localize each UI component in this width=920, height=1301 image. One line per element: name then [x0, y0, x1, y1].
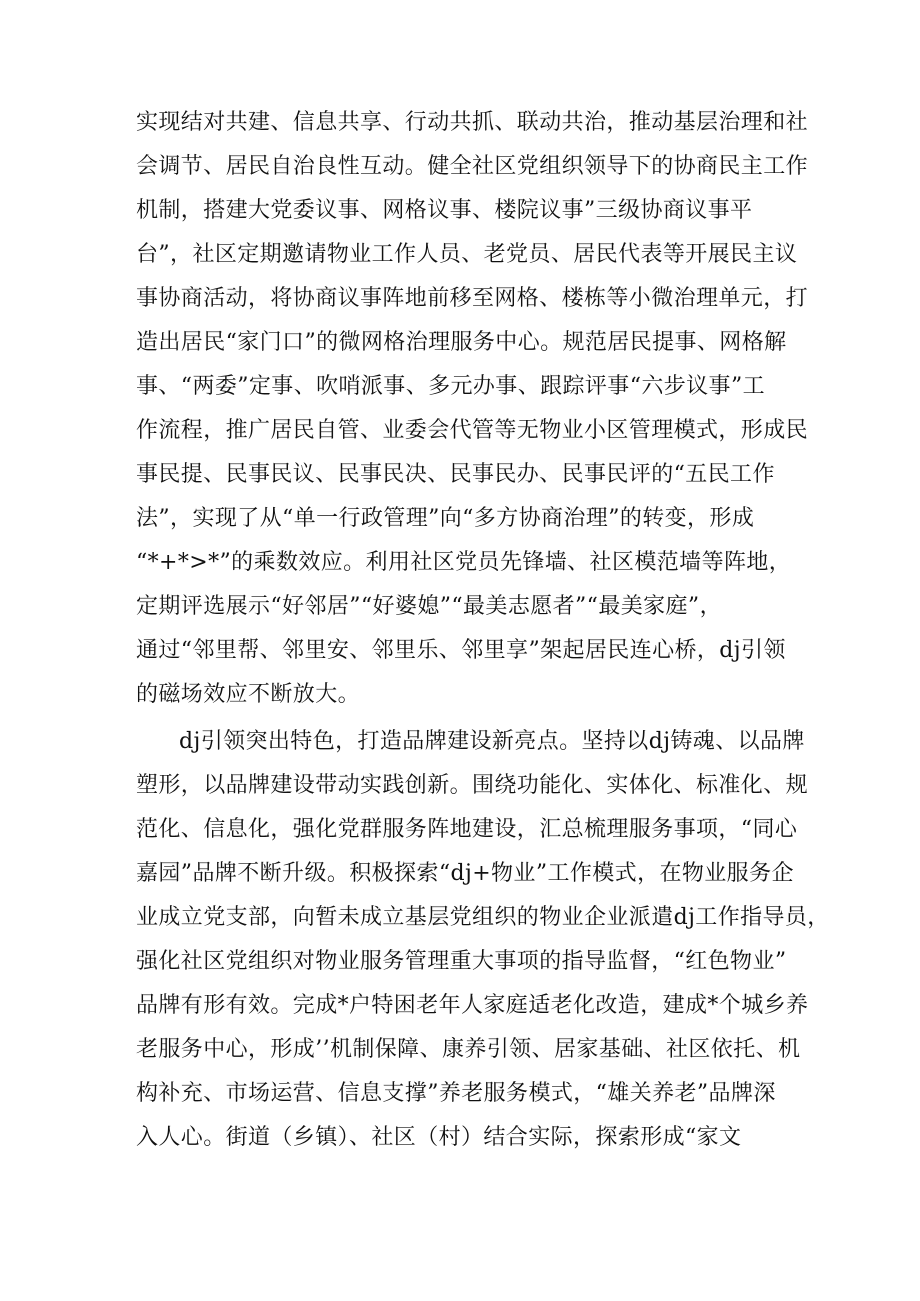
paragraph-2-line-5: 业成立党支部，向暂未成立基层党组织的物业企业派遣dj工作指导员，: [136, 905, 830, 930]
paragraph-2-line-8: 老服务中心，形成’’机制保障、康养引领、居家基础、社区依托、机: [136, 1037, 801, 1062]
paragraph-2-line-4: 嘉园”品牌不断升级。积极探索“dj+物业”工作模式，在物业服务企: [136, 861, 794, 886]
paragraph-2-line-2: 塑形，以品牌建设带动实践创新。围绕功能化、实体化、标准化、规: [136, 773, 809, 798]
paragraph-1-line-4: 台”，社区定期邀请物业工作人员、老党员、居民代表等开展民主议: [136, 242, 798, 267]
paragraph-1-line-6: 造出居民“家门口”的微网格治理服务中心。规范居民提事、网格解: [136, 330, 787, 355]
paragraph-1-line-7: 事、“两委”定事、吹哨派事、多元办事、跟踪评事“六步议事”工: [136, 374, 765, 399]
paragraph-1-line-10: 法”，实现了从“单一行政管理”向“多方协商治理”的转变，形成: [136, 506, 755, 531]
paragraph-1-line-2: 会调节、居民自治良性互动。健全社区党组织领导下的协商民主工作: [136, 154, 809, 179]
paragraph-2-line-6: 强化社区党组织对物业服务管理重大事项的指导监督，“红色物业”: [136, 949, 787, 974]
paragraph-1-line-12: 定期评选展示“好邻居”“好婆媳”“最美志愿者”“最美家庭”，: [136, 594, 722, 619]
paragraph-1-line-14: 的磁场效应不断放大。: [136, 682, 361, 707]
paragraph-1-line-8: 作流程，推广居民自管、业委会代管等无物业小区管理模式，形成民: [136, 418, 809, 443]
paragraph-2-line-7: 品牌有形有效。完成*户特困老年人家庭适老化改造，建成*个城乡养: [136, 993, 809, 1018]
paragraph-2-line-10: 入人心。街道（乡镇）、社区（村）结合实际，探索形成“家文: [136, 1125, 742, 1150]
paragraph-1-line-5: 事协商活动，将协商议事阵地前移至网格、楼栋等小微治理单元，打: [136, 286, 809, 311]
paragraph-1-line-13: 通过“邻里帮、邻里安、邻里乐、邻里享”架起居民连心桥，dj引领: [136, 638, 786, 663]
paragraph-1-line-3: 机制，搭建大党委议事、网格议事、楼院议事”三级协商议事平: [136, 198, 753, 223]
paragraph-1-line-9: 事民提、民事民议、民事民决、民事民办、民事民评的“五民工作: [136, 462, 775, 487]
paragraph-2-line-3: 范化、信息化，强化党群服务阵地建设，汇总梳理服务事项，“同心: [136, 817, 798, 842]
paragraph-1-line-11: “*+*>*”的乘数效应。利用社区党员先锋墙、社区模范墙等阵地，: [136, 550, 792, 575]
paragraph-2-line-9: 构补充、市场运营、信息支撑”养老服务模式，“雄关养老”品牌深: [136, 1081, 776, 1106]
paragraph-2-line-1: dj引领突出特色，打造品牌建设新亮点。坚持以dj铸魂、以品牌: [179, 729, 805, 754]
paragraph-1-line-1: 实现结对共建、信息共享、行动共抓、联动共治，推动基层治理和社: [136, 110, 809, 135]
